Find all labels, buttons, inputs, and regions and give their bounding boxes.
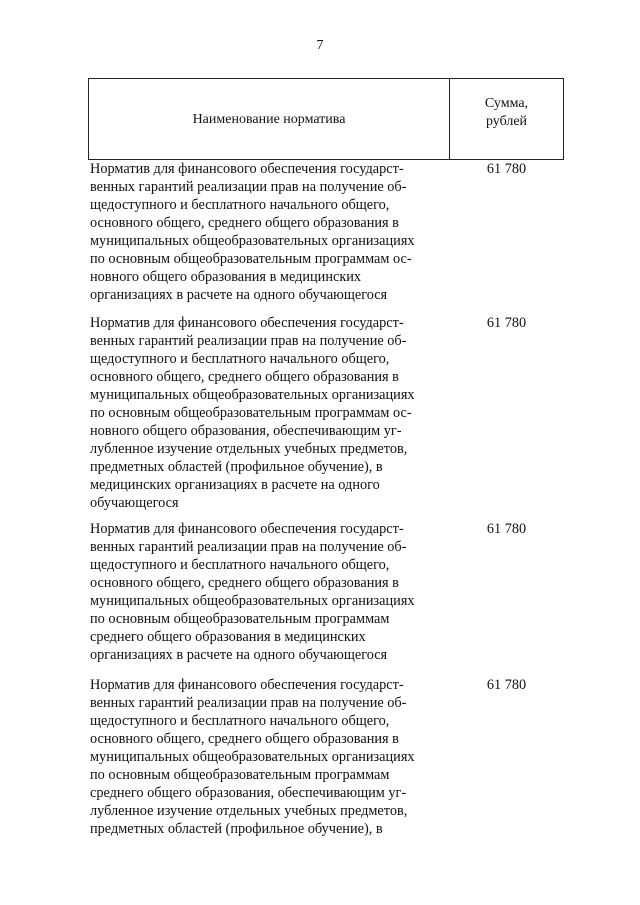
table-header xyxy=(88,78,564,160)
normative-table xyxy=(88,78,564,837)
row-text: Норматив для финансового обеспечения государст- венных гарантий реализации прав на получение об- щедоступного и бесплатного начального общего, основного общего, среднего общего образования в муниципальных общеобразовательных организациях по основным общеобразовательным программам среднего общего образования, обеспечивающим уг- лубленное изучение отдельных учебных предметов, предметных областей (профильное обучение), в xyxy=(90,677,415,837)
row-amount: 61 780 xyxy=(486,161,527,177)
row-amount: 61 780 xyxy=(486,521,527,537)
row-amount: 61 780 xyxy=(486,315,527,331)
page-number: 7 xyxy=(316,38,324,53)
row-amount: 61 780 xyxy=(486,677,527,693)
row-text: Норматив для финансового обеспечения государст- венных гарантий реализации прав на получение об- щедоступного и бесплатного начального общего, основного общего, среднего общего образования в муниципальных общеобразовательных организациях по основным общеобразовательным программам ос- новного общего образования, обеспечивающим уг- лубленное изучение отдельных учебных предметов, предметных областей (профильное обучение), в медицинских организациях в расчете на одного обучающегося xyxy=(90,315,415,511)
row-text: Норматив для финансового обеспечения государст- венных гарантий реализации прав на получение об- щедоступного и бесплатного начального общего, основного общего, среднего общего образования в муниципальных общеобразовательных организациях по основным общеобразовательным программам ос- новного общего образования в медицинских организациях в расчете на одного обучающегося xyxy=(90,161,415,303)
header-name: Наименование норматива xyxy=(192,112,346,127)
header-sum: Сумма, рублей xyxy=(484,96,529,129)
row-text: Норматив для финансового обеспечения государст- венных гарантий реализации прав на получение об- щедоступного и бесплатного начального общего, основного общего, среднего общего образования в муниципальных общеобразовательных организациях по основным общеобразовательным программам среднего общего образования в медицинских организациях в расчете на одного обучающегося xyxy=(90,521,415,663)
